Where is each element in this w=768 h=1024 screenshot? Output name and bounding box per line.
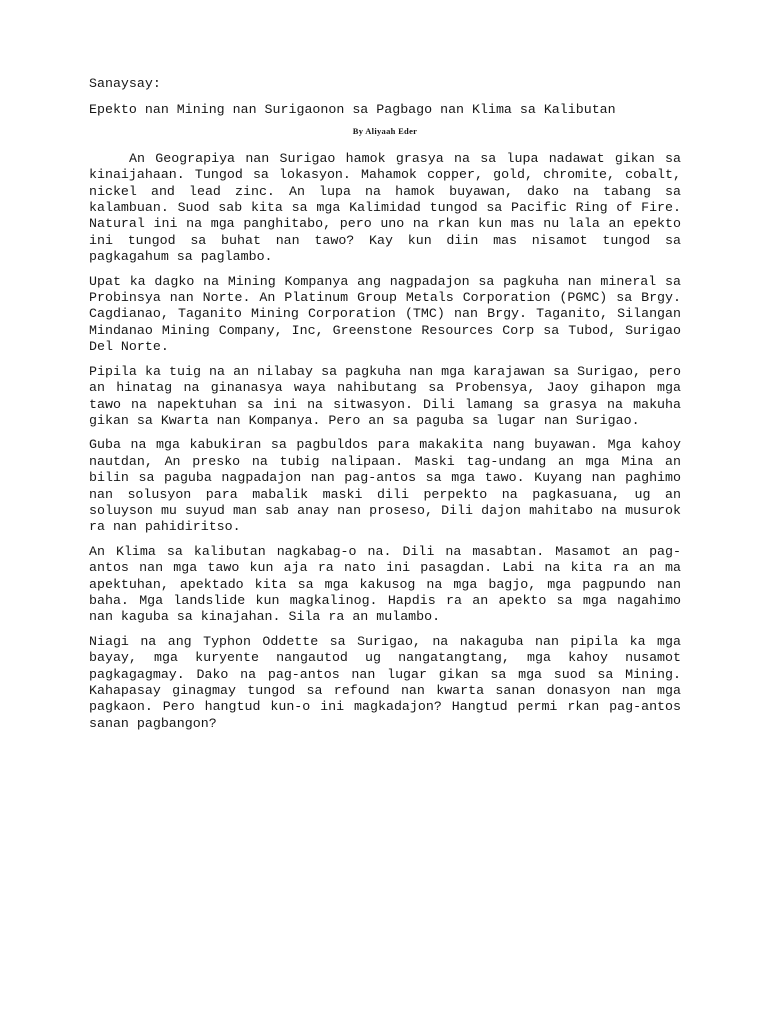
author-byline: By Aliyaah Eder [352, 125, 418, 136]
paragraph-4: Guba na mga kabukiran sa pagbuldos para makakita nang buyawan. Mga kahoy nautdan, An presko na tubig nalipaan. Maski tag-undang an mga Mina an bilin sa paguba nagpadajon nan pag-antos sa mga tawo. Kuyang nan paghimo nan solusyon para mabalik maski dili perpekto na pagkasuana, ug an soluyson mu suyud man sab anay nan proseso, Dili dajon mahitabo na musurok ra nan pahidiritso. [89, 437, 681, 535]
essay-label: Sanaysay: [89, 76, 161, 91]
paragraph-6: Niagi na ang Typhon Oddette sa Surigao, na nakaguba nan pipila ka mga bayay, mga kuryente nangautod ug nangatangtang, mga kahoy nusamot pagkagagmay. Dako na pag-antos nan lugar gikan sa mga suod sa Mining. Kahapasay ginagmay tungod sa refound nan kwarta sanan donasyon nan mga pagkaon. Pero hangtud kun-o ini magkadajon? Hangtud permi rkan pag-antos sanan pagbangon? [89, 633, 681, 731]
paragraph-1: An Geograpiya nan Surigao hamok grasya na sa lupa nadawat gikan sa kinaijahaan. Tungod sa lokasyon. Mahamok copper, gold, chromite, cobalt, nickel and lead zinc. An lupa na hamok buyawan, dako na tabang sa kalambuan. Suod sab kita sa mga Kalimidad tungod sa Pacific Ring of Fire. Natural ini na mga panghitabo, pero uno na rkan kun mas nu lala an epekto ini tungod sa buhat nan tawo? Kay kun diin mas nisamot tungod sa pagkagahum sa paglambo. [89, 150, 681, 265]
document-page [89, 76, 681, 740]
paragraph-2: Upat ka dagko na Mining Kompanya ang nagpadajon sa pagkuha nan mineral sa Probinsya nan Norte. An Platinum Group Metals Corporation (PGMC) sa Brgy. Cagdianao, Taganito Mining Corporation (TMC) nan Brgy. Taganito, Silangan Mindanao Mining Company, Inc, Greenstone Resources Corp sa Tubod, Surigao Del Norte. [89, 273, 681, 355]
paragraph-5: An Klima sa kalibutan nagkabag-o na. Dili na masabtan. Masamot an pag-antos nan mga tawo kun aja ra nato ini pasagdan. Labi na kita ra an ma apektuhan, apektado kita sa mga kakusog na mga bagjo, mga pagpundo nan baha. Mga landslide kun magkalinog. Hapdis ra an apekto sa mga nagahimo nan kaguba sa kinajahan. Sila ra an mulambo. [89, 543, 681, 625]
essay-title: Epekto nan Mining nan Surigaonon sa Pagbago nan Klima sa Kalibutan [89, 102, 616, 118]
paragraph-3: Pipila ka tuig na an nilabay sa pagkuha nan mga karajawan sa Surigao, pero an hinatag na ginanasya waya nahibutang sa Probensya, Jaoy gihapon mga tawo na napektuhan sa ini na sitwasyon. Dili lamang sa grasya na makuha gikan sa Kwarta nan Kompanya. Pero an sa paguba sa lugar nan Surigao. [89, 363, 681, 428]
